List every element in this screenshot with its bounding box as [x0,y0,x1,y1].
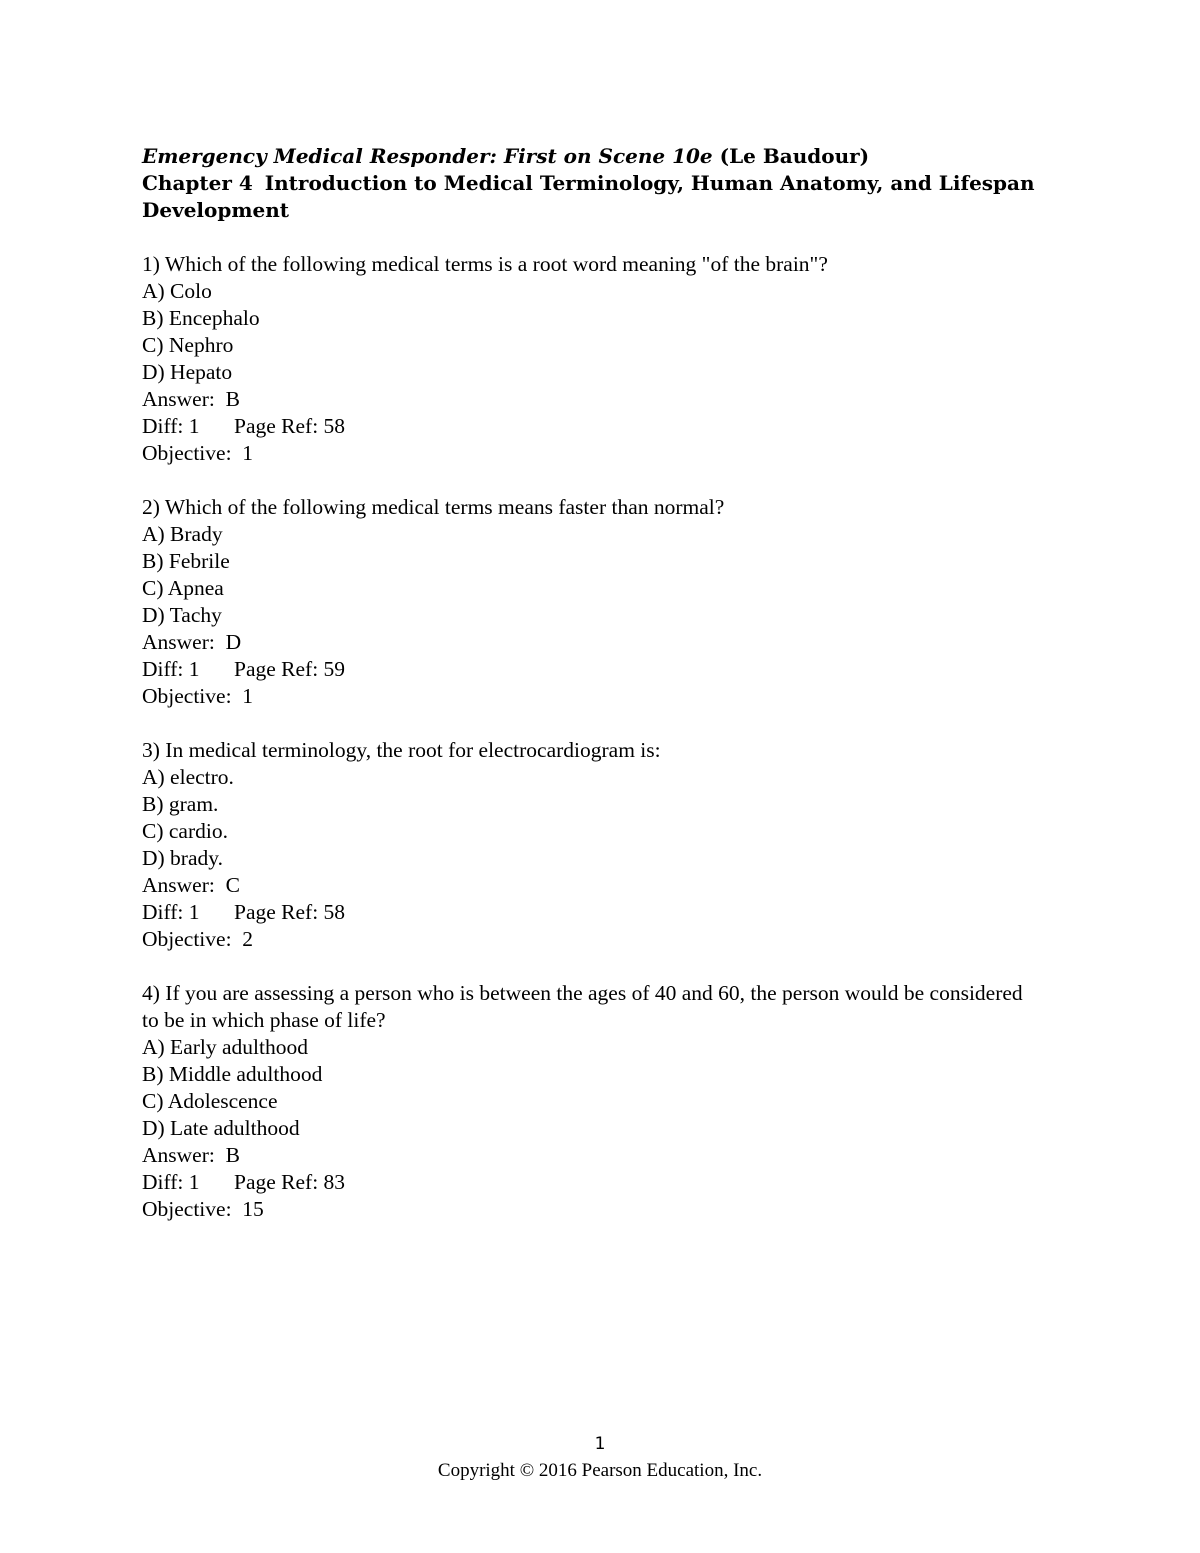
choice-a: A) Early adulthood [142,1035,308,1059]
choice-a: A) Brady [142,522,223,546]
page-ref: Page Ref: 58 [234,900,346,924]
choice-d: D) Tachy [142,603,222,627]
answer-line: Answer: B [142,387,240,411]
page-content [142,143,1042,1223]
choice-c: C) cardio. [142,819,228,843]
diff-line [142,413,1042,440]
diff-line [142,656,1042,683]
page-number: 1 [594,1434,606,1454]
question-4 [142,980,1042,1223]
page-ref: Page Ref: 59 [234,657,346,681]
choice-b: B) gram. [142,792,219,816]
copyright-notice: Copyright © 2016 Pearson Education, Inc. [437,1460,763,1481]
chapter-heading [142,170,1042,224]
document-header [142,143,1042,224]
objective-line: Objective: 15 [142,1197,264,1221]
chapter-title: Introduction to Medical Terminology, Human Anatomy, and Lifespan Development [142,171,1035,222]
answer-line: Answer: C [142,873,240,897]
question-list [142,251,1042,1223]
page-ref: Page Ref: 58 [234,414,346,438]
diff-line [142,899,1042,926]
choice-c: C) Nephro [142,333,234,357]
answer-line: Answer: B [142,1143,240,1167]
choice-b: B) Middle adulthood [142,1062,323,1086]
difficulty: Diff: 1 [142,1170,200,1194]
book-title-line [142,143,1042,170]
diff-line [142,1169,1042,1196]
difficulty: Diff: 1 [142,657,200,681]
choice-b: B) Febrile [142,549,230,573]
question-stem: 4) If you are assessing a person who is between the ages of 40 and 60, the person would be considered to be in which phase of life? [142,981,1029,1032]
choice-a: A) Colo [142,279,212,303]
choice-d: D) Hepato [142,360,233,384]
answer-line: Answer: D [142,630,242,654]
question-1 [142,251,1042,467]
chapter-label: Chapter 4 [142,171,253,195]
question-stem: 3) In medical terminology, the root for electrocardiogram is: [142,738,661,762]
question-stem: 1) Which of the following medical terms is a root word meaning "of the brain"? [142,252,828,276]
question-2 [142,494,1042,710]
choice-d: D) Late adulthood [142,1116,300,1140]
difficulty: Diff: 1 [142,414,200,438]
objective-line: Objective: 2 [142,927,254,951]
objective-line: Objective: 1 [142,684,254,708]
book-title: Emergency Medical Responder: First on Scene 10e [142,144,713,168]
difficulty: Diff: 1 [142,900,200,924]
book-author: (Le Baudour) [719,144,870,168]
choice-d: D) brady. [142,846,223,870]
question-3 [142,737,1042,953]
choice-a: A) electro. [142,765,234,789]
objective-line: Objective: 1 [142,441,254,465]
question-stem: 2) Which of the following medical terms means faster than normal? [142,495,725,519]
choice-c: C) Adolescence [142,1089,278,1113]
choice-b: B) Encephalo [142,306,260,330]
page-ref: Page Ref: 83 [234,1170,346,1194]
choice-c: C) Apnea [142,576,224,600]
